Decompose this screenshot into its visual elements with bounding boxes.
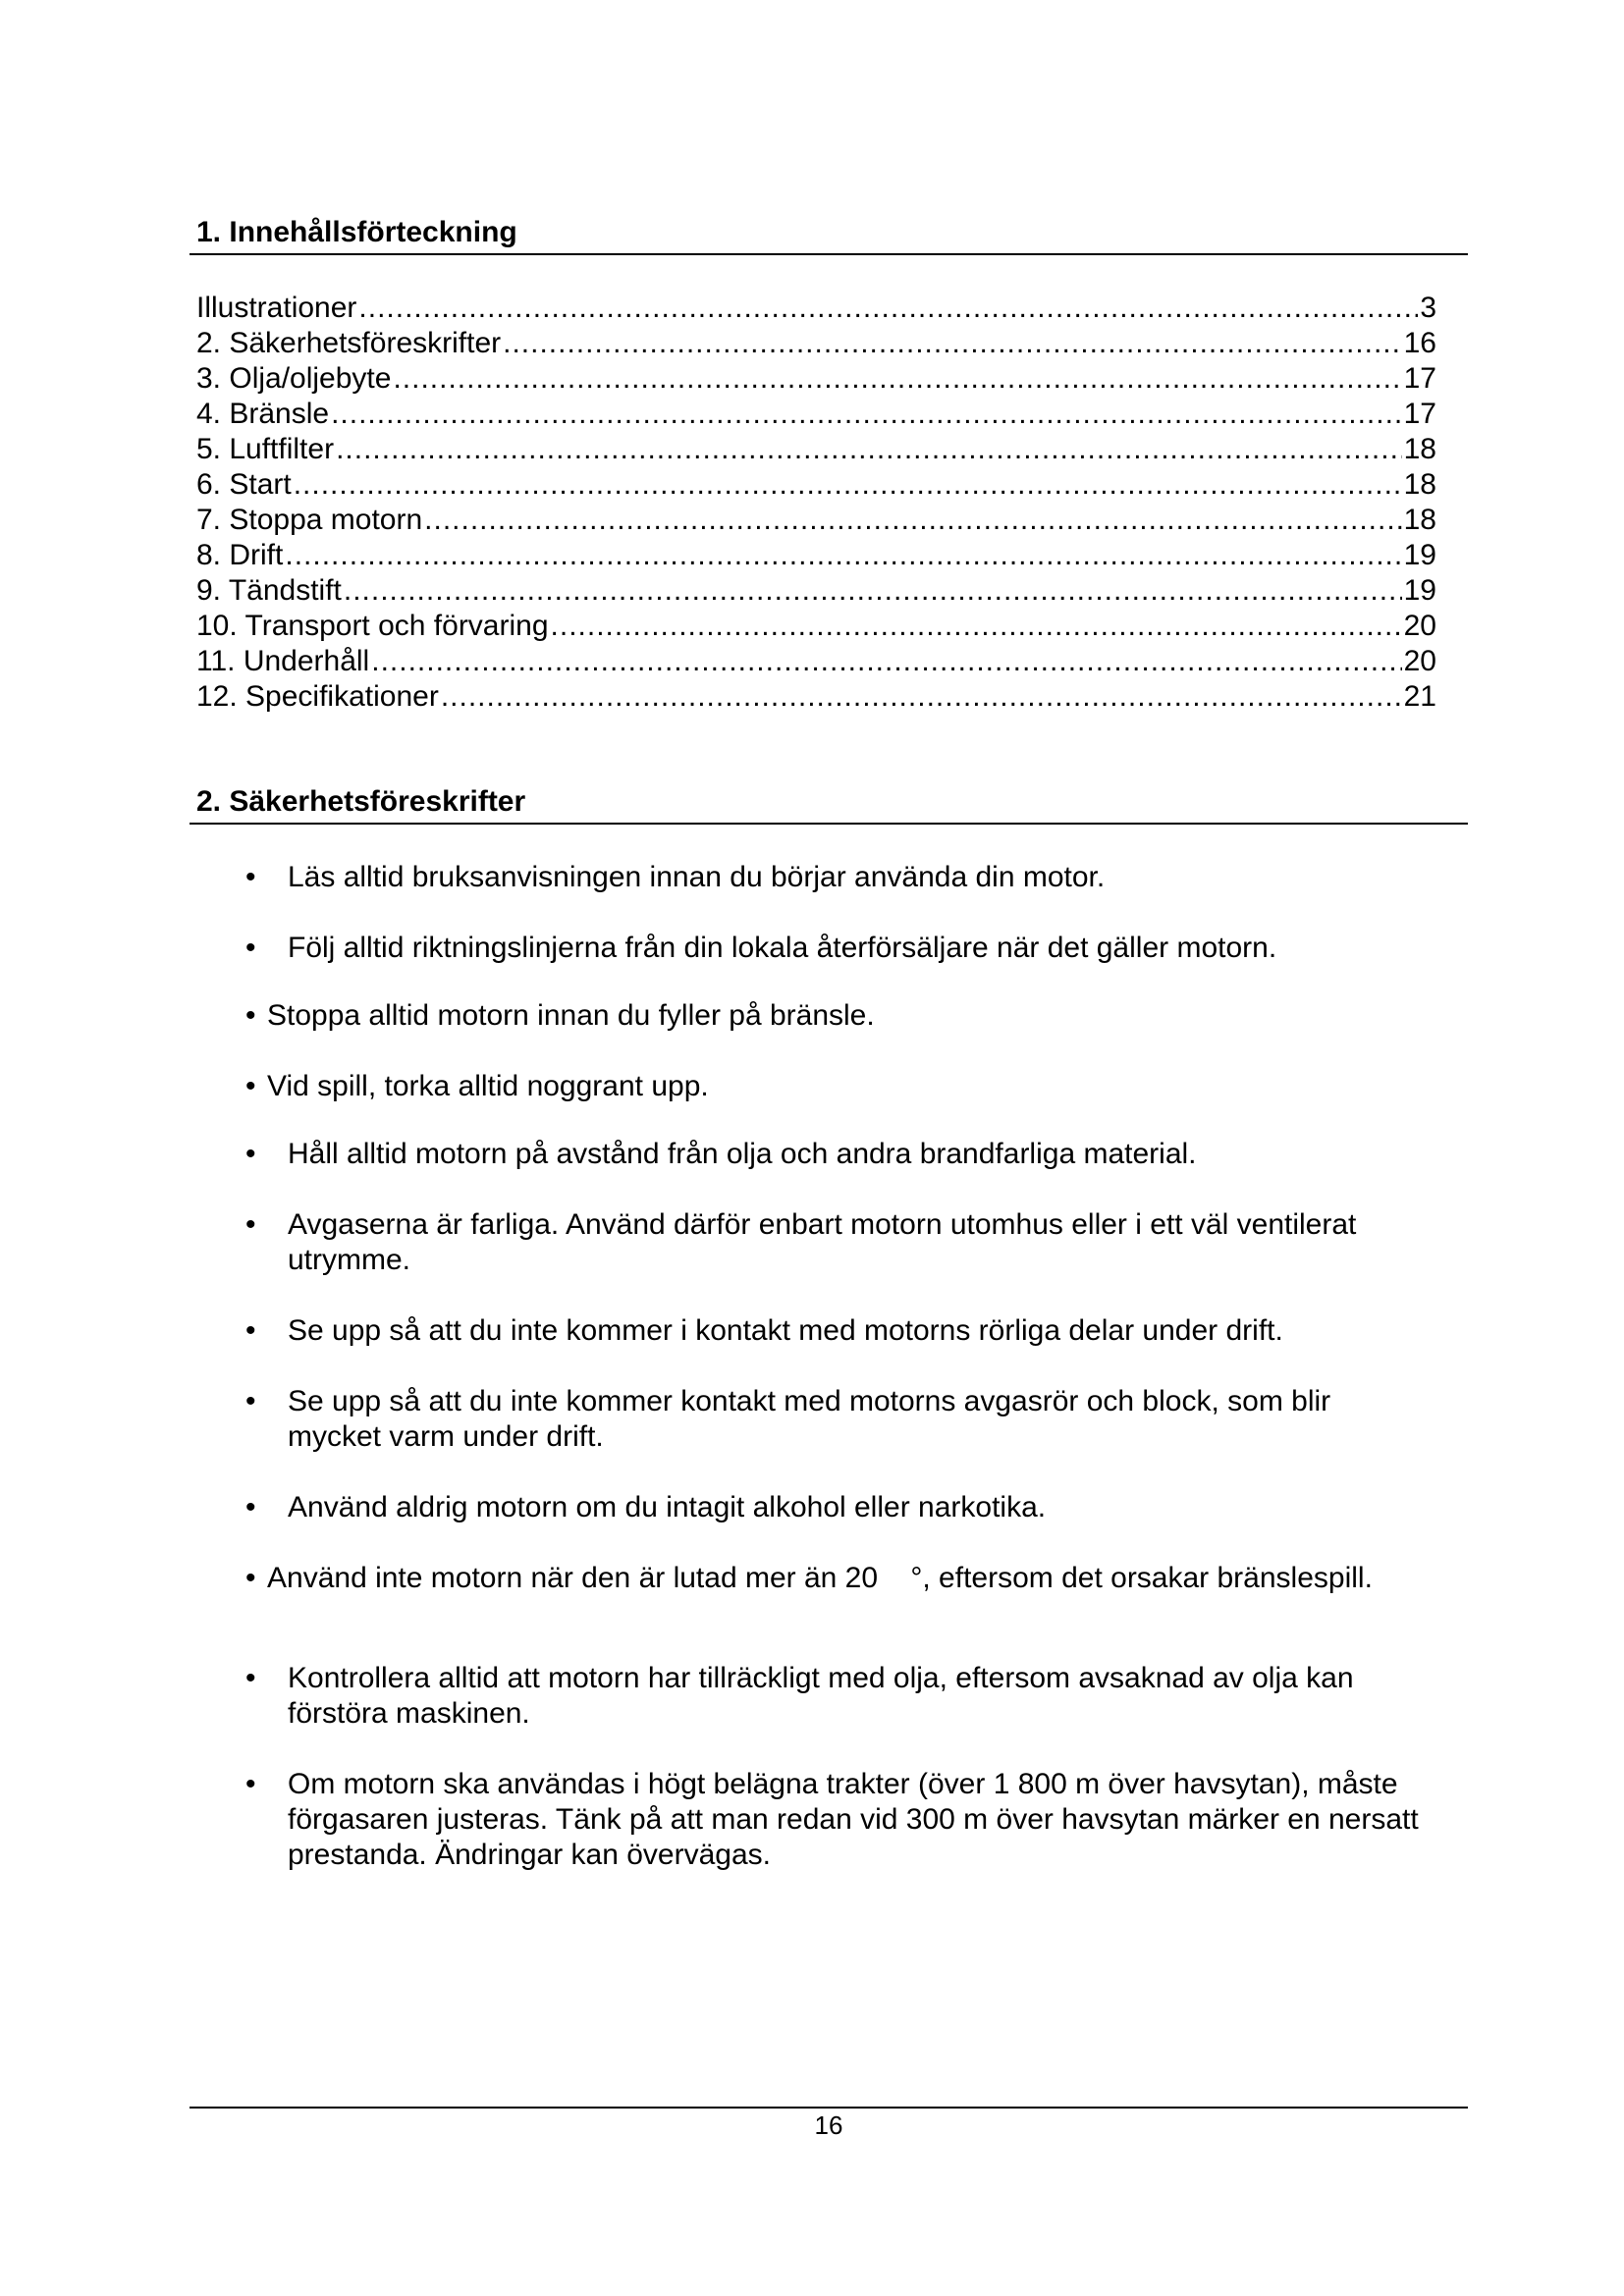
toc-entry bbox=[196, 644, 1436, 679]
toc-dot-leader bbox=[294, 467, 1402, 503]
toc-dot-leader bbox=[344, 573, 1402, 609]
safety-list-item bbox=[0, 1767, 1624, 1877]
toc-dot-leader bbox=[371, 644, 1401, 679]
toc-entry-label: 12. Specifikationer bbox=[196, 680, 439, 713]
toc-dot-leader bbox=[285, 538, 1401, 573]
toc-dot-leader bbox=[331, 397, 1402, 432]
safety-list-item bbox=[0, 931, 1624, 970]
toc-entry bbox=[196, 609, 1436, 644]
safety-item-text: Se upp så att du inte kommer kontakt med motorns avgasrör och block, som blir mycket varm under drift. bbox=[288, 1385, 1331, 1453]
toc-entry-page: 17 bbox=[1403, 398, 1436, 430]
section-2-heading: 2. Säkerhetsföreskrifter bbox=[196, 785, 526, 818]
table-of-contents bbox=[196, 291, 1436, 715]
toc-entry bbox=[196, 397, 1436, 432]
toc-entry bbox=[196, 679, 1436, 715]
toc-entry-label: 7. Stoppa motorn bbox=[196, 504, 423, 536]
bullet-marker: • bbox=[245, 861, 256, 893]
page-number: 16 bbox=[814, 2110, 843, 2140]
toc-dot-leader bbox=[503, 326, 1402, 361]
toc-entry-page: 17 bbox=[1403, 362, 1436, 395]
toc-entry bbox=[196, 573, 1436, 609]
toc-entry bbox=[196, 291, 1436, 326]
safety-list-item bbox=[0, 1137, 1624, 1176]
safety-list-item bbox=[0, 1561, 1624, 1600]
toc-entry-label: 2. Säkerhetsföreskrifter bbox=[196, 327, 502, 359]
toc-entry-label: Illustrationer bbox=[196, 292, 357, 324]
bullet-marker: • bbox=[245, 1385, 256, 1417]
bullet-marker: • bbox=[245, 1491, 256, 1523]
safety-list-item bbox=[0, 1069, 1624, 1108]
safety-list-item bbox=[0, 1661, 1624, 1735]
footer-rule bbox=[189, 2107, 1468, 2109]
toc-entry-page: 19 bbox=[1403, 574, 1436, 607]
bullet-marker: • bbox=[245, 1138, 256, 1170]
toc-entry-page: 19 bbox=[1403, 539, 1436, 571]
toc-entry-label: 11. Underhåll bbox=[196, 645, 370, 677]
safety-item-text: Använd aldrig motorn om du intagit alkohol eller narkotika. bbox=[288, 1491, 1047, 1523]
bullet-marker: • bbox=[245, 999, 256, 1032]
toc-entry bbox=[196, 361, 1436, 397]
toc-entry-label: 5. Luftfilter bbox=[196, 433, 335, 465]
safety-item-text: Följ alltid riktningslinjerna från din lokala återförsäljare när det gäller motorn. bbox=[288, 932, 1277, 964]
bullet-marker: • bbox=[245, 932, 256, 964]
safety-list-item bbox=[0, 1490, 1624, 1529]
bullet-marker: • bbox=[245, 1314, 256, 1347]
toc-dot-leader bbox=[358, 291, 1418, 326]
toc-entry-label: 6. Start bbox=[196, 468, 292, 501]
toc-entry-page: 3 bbox=[1420, 292, 1436, 324]
section-2-rule bbox=[189, 823, 1468, 825]
safety-item-text: Vid spill, torka alltid noggrant upp. bbox=[267, 1070, 709, 1102]
safety-item-text: Stoppa alltid motorn innan du fyller på bränsle. bbox=[267, 999, 875, 1032]
safety-list-item bbox=[0, 998, 1624, 1038]
safety-item-text: Se upp så att du inte kommer i kontakt med motorns rörliga delar under drift. bbox=[288, 1314, 1283, 1347]
toc-entry-label: 10. Transport och förvaring bbox=[196, 610, 549, 642]
section-1-heading: 1. Innehållsförteckning bbox=[196, 216, 517, 248]
bullet-marker: • bbox=[245, 1662, 256, 1694]
safety-list-item bbox=[0, 1207, 1624, 1282]
toc-entry bbox=[196, 538, 1436, 573]
bullet-marker: • bbox=[245, 1768, 256, 1800]
toc-entry bbox=[196, 503, 1436, 538]
toc-entry-page: 18 bbox=[1403, 504, 1436, 536]
bullet-marker: • bbox=[245, 1208, 256, 1241]
toc-entry-label: 8. Drift bbox=[196, 539, 284, 571]
safety-list-item bbox=[0, 1384, 1624, 1459]
toc-entry-page: 18 bbox=[1403, 433, 1436, 465]
toc-entry-page: 20 bbox=[1403, 645, 1436, 677]
safety-list-item bbox=[0, 1313, 1624, 1353]
toc-dot-leader bbox=[441, 679, 1402, 715]
toc-entry-page: 21 bbox=[1403, 680, 1436, 713]
safety-list-item bbox=[0, 860, 1624, 899]
toc-entry-label: 3. Olja/oljebyte bbox=[196, 362, 392, 395]
safety-item-text: Läs alltid bruksanvisningen innan du börjar använda din motor. bbox=[288, 861, 1106, 893]
toc-entry-label: 9. Tändstift bbox=[196, 574, 342, 607]
section-1-rule bbox=[189, 253, 1468, 255]
toc-entry bbox=[196, 326, 1436, 361]
toc-dot-leader bbox=[424, 503, 1401, 538]
safety-item-text: Kontrollera alltid att motorn har tillräckligt med olja, eftersom avsaknad av olja kan förstöra maskinen. bbox=[288, 1662, 1354, 1730]
toc-entry-page: 18 bbox=[1403, 468, 1436, 501]
toc-entry-page: 20 bbox=[1403, 610, 1436, 642]
toc-dot-leader bbox=[551, 609, 1402, 644]
toc-dot-leader bbox=[393, 361, 1401, 397]
bullet-marker: • bbox=[245, 1562, 256, 1594]
safety-item-text: Om motorn ska användas i högt belägna trakter (över 1 800 m över havsytan), måste förgasaren justeras. Tänk på att man redan vid 300 m över havsytan märker en nersatt prestanda. Ändringar kan övervägas. bbox=[288, 1768, 1419, 1871]
toc-dot-leader bbox=[336, 432, 1402, 467]
toc-entry bbox=[196, 432, 1436, 467]
bullet-marker: • bbox=[245, 1070, 256, 1102]
toc-entry-label: 4. Bränsle bbox=[196, 398, 330, 430]
safety-item-text: Använd inte motorn när den är lutad mer än 20 °, eftersom det orsakar bränslespill. bbox=[267, 1562, 1373, 1594]
safety-item-text: Håll alltid motorn på avstånd från olja och andra brandfarliga material. bbox=[288, 1138, 1197, 1170]
safety-item-text: Avgaserna är farliga. Använd därför enbart motorn utomhus eller i ett väl ventilerat utrymme. bbox=[288, 1208, 1357, 1276]
toc-entry-page: 16 bbox=[1403, 327, 1436, 359]
toc-entry bbox=[196, 467, 1436, 503]
